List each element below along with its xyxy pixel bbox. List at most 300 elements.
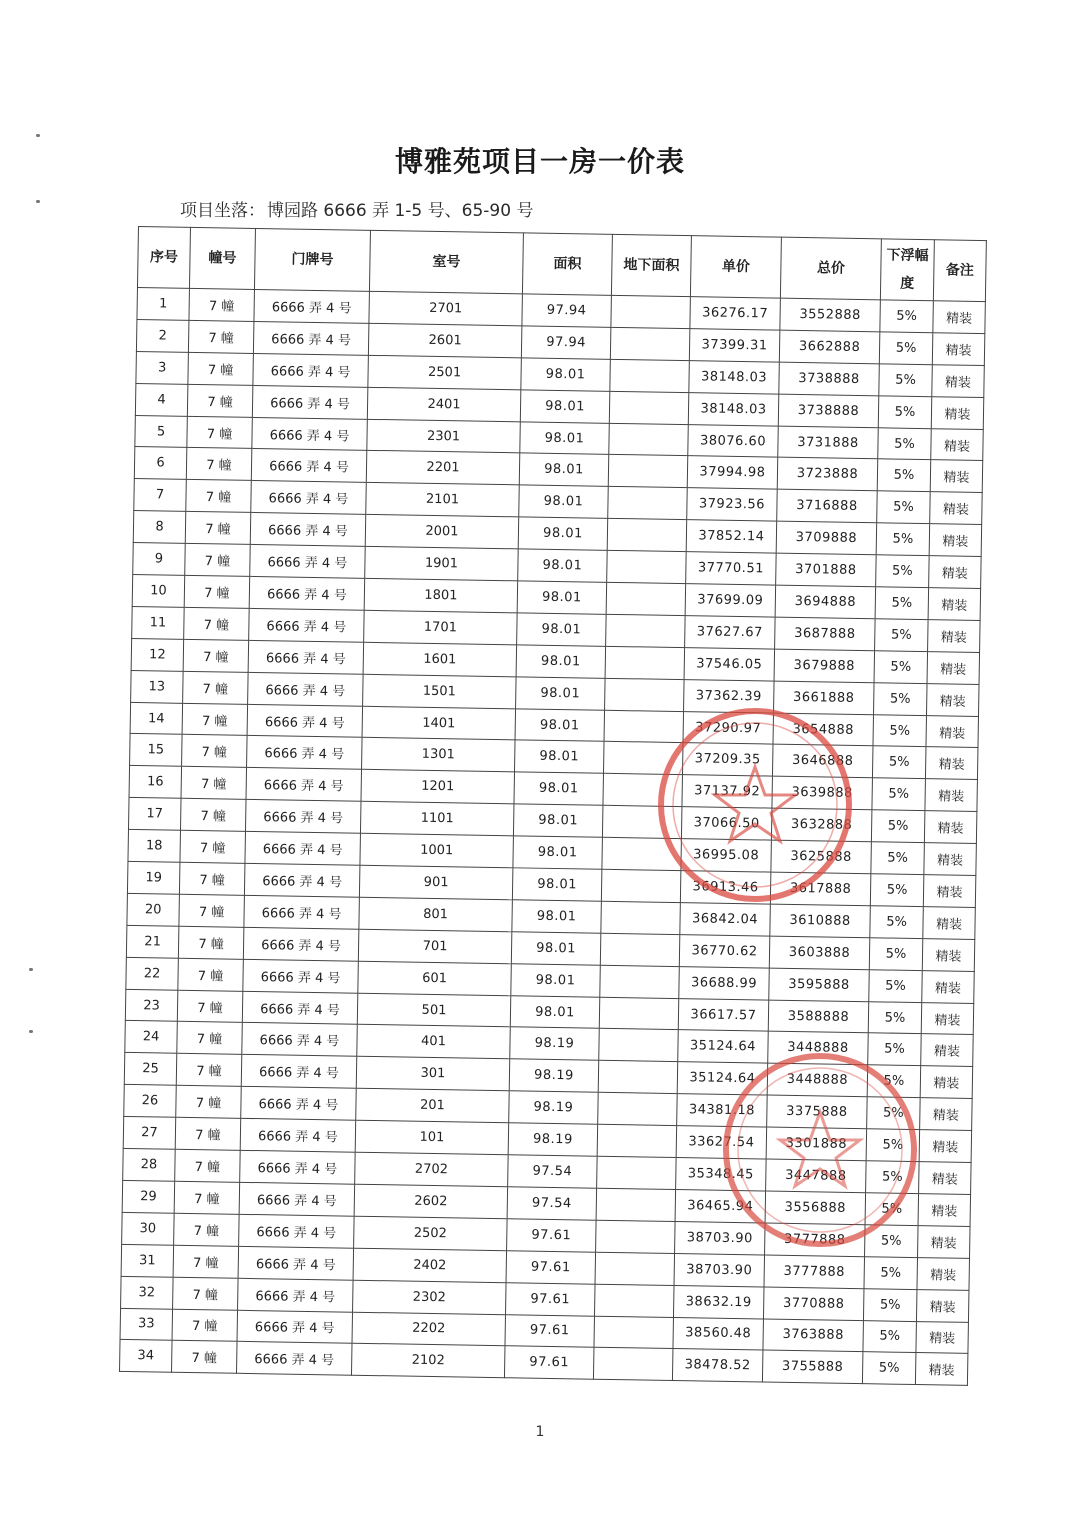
cell-unit-price: 36617.57 bbox=[678, 998, 769, 1031]
cell-unit-price: 37699.09 bbox=[685, 584, 776, 617]
cell-underground-area bbox=[599, 1029, 679, 1062]
cell-discount: 5% bbox=[874, 682, 928, 715]
cell-discount: 5% bbox=[874, 651, 928, 684]
header-area: 面积 bbox=[522, 233, 612, 295]
cell-index: 7 bbox=[134, 479, 187, 512]
cell-building: 7 幢 bbox=[178, 958, 244, 991]
cell-building: 7 幢 bbox=[176, 1054, 242, 1087]
cell-address: 6666 弄 4 号 bbox=[244, 895, 360, 929]
cell-underground-area bbox=[610, 359, 690, 392]
cell-remark: 精装 bbox=[930, 492, 983, 525]
cell-total-price: 3701888 bbox=[776, 553, 877, 587]
cell-remark: 精装 bbox=[923, 907, 976, 940]
cell-discount: 5% bbox=[866, 1129, 920, 1162]
cell-area: 98.19 bbox=[508, 1123, 598, 1156]
cell-room: 901 bbox=[359, 865, 513, 899]
cell-total-price: 3661888 bbox=[774, 681, 875, 715]
cell-building: 7 幢 bbox=[182, 735, 248, 768]
scan-speck bbox=[29, 1030, 33, 1033]
cell-index: 4 bbox=[135, 383, 188, 416]
location-value: 博园路 6666 弄 1-5 号、65-90 号 bbox=[267, 201, 534, 221]
cell-index: 11 bbox=[132, 606, 185, 639]
cell-unit-price: 37362.39 bbox=[684, 679, 775, 712]
cell-total-price: 3687888 bbox=[775, 617, 876, 651]
cell-total-price: 3755888 bbox=[762, 1350, 863, 1384]
cell-discount: 5% bbox=[879, 364, 933, 397]
cell-underground-area bbox=[598, 1093, 678, 1126]
cell-remark: 精装 bbox=[922, 970, 975, 1003]
cell-index: 29 bbox=[122, 1180, 175, 1213]
cell-total-price: 3595888 bbox=[769, 968, 870, 1002]
cell-address: 6666 弄 4 号 bbox=[243, 959, 359, 993]
cell-remark: 精装 bbox=[923, 875, 976, 908]
cell-address: 6666 弄 4 号 bbox=[239, 1182, 355, 1216]
cell-total-price: 3639888 bbox=[772, 776, 873, 810]
cell-discount: 5% bbox=[879, 332, 933, 365]
cell-address: 6666 弄 4 号 bbox=[251, 481, 367, 515]
cell-area: 98.01 bbox=[521, 358, 611, 391]
cell-total-price: 3654888 bbox=[773, 713, 874, 747]
cell-area: 98.01 bbox=[512, 868, 602, 901]
cell-unit-price: 38478.52 bbox=[672, 1349, 763, 1382]
cell-unit-price: 38148.03 bbox=[689, 360, 780, 393]
cell-unit-price: 38703.90 bbox=[675, 1221, 766, 1254]
cell-index: 23 bbox=[125, 989, 178, 1022]
cell-room: 2501 bbox=[368, 355, 522, 389]
cell-index: 25 bbox=[124, 1053, 177, 1086]
cell-address: 6666 弄 4 号 bbox=[242, 991, 358, 1025]
cell-remark: 精装 bbox=[916, 1321, 969, 1354]
cell-remark: 精装 bbox=[920, 1098, 973, 1131]
cell-address: 6666 弄 4 号 bbox=[249, 608, 365, 642]
cell-index: 24 bbox=[125, 1021, 178, 1054]
cell-address: 6666 弄 4 号 bbox=[245, 832, 361, 866]
cell-discount: 5% bbox=[864, 1256, 918, 1289]
cell-discount: 5% bbox=[865, 1225, 919, 1258]
cell-index: 34 bbox=[120, 1340, 173, 1373]
cell-index: 16 bbox=[129, 766, 182, 799]
cell-area: 98.01 bbox=[515, 708, 605, 741]
cell-total-price: 3552888 bbox=[780, 298, 881, 332]
cell-remark: 精装 bbox=[919, 1162, 972, 1195]
cell-total-price: 3770888 bbox=[763, 1287, 864, 1321]
cell-remark: 精装 bbox=[926, 715, 979, 748]
cell-unit-price: 37399.31 bbox=[689, 329, 780, 362]
cell-index: 18 bbox=[128, 830, 181, 863]
cell-building: 7 幢 bbox=[186, 480, 252, 513]
cell-building: 7 幢 bbox=[179, 862, 245, 895]
cell-discount: 5% bbox=[880, 300, 934, 333]
cell-address: 6666 弄 4 号 bbox=[242, 1023, 358, 1057]
cell-index: 2 bbox=[136, 319, 189, 352]
cell-unit-price: 38076.60 bbox=[688, 424, 779, 457]
cell-remark: 精装 bbox=[924, 843, 977, 876]
cell-room: 201 bbox=[356, 1089, 510, 1123]
header-discount: 下浮幅度 bbox=[880, 239, 934, 301]
cell-index: 22 bbox=[126, 957, 179, 990]
cell-total-price: 3738888 bbox=[779, 362, 880, 396]
cell-room: 2702 bbox=[355, 1152, 509, 1186]
cell-unit-price: 33627.54 bbox=[676, 1126, 767, 1159]
cell-area: 98.01 bbox=[520, 390, 610, 423]
location-label: 项目坐落： bbox=[180, 201, 265, 221]
cell-area: 98.01 bbox=[511, 963, 601, 996]
cell-address: 6666 弄 4 号 bbox=[246, 768, 362, 802]
cell-index: 15 bbox=[130, 734, 183, 767]
cell-area: 97.54 bbox=[507, 1187, 597, 1220]
cell-building: 7 幢 bbox=[174, 1213, 240, 1246]
cell-index: 32 bbox=[121, 1276, 174, 1309]
cell-building: 7 幢 bbox=[177, 990, 243, 1023]
cell-underground-area bbox=[595, 1252, 675, 1285]
cell-address: 6666 弄 4 号 bbox=[241, 1087, 357, 1121]
cell-discount: 5% bbox=[867, 1097, 921, 1130]
cell-address: 6666 弄 4 号 bbox=[243, 927, 359, 961]
cell-underground-area bbox=[609, 423, 689, 456]
cell-remark: 精装 bbox=[922, 938, 975, 971]
cell-underground-area bbox=[601, 869, 681, 902]
cell-remark: 精装 bbox=[929, 556, 982, 589]
cell-area: 98.19 bbox=[509, 1059, 599, 1092]
cell-discount: 5% bbox=[870, 906, 924, 939]
cell-building: 7 幢 bbox=[173, 1245, 239, 1278]
cell-remark: 精装 bbox=[921, 1002, 974, 1035]
cell-underground-area bbox=[594, 1284, 674, 1317]
cell-remark: 精装 bbox=[917, 1257, 970, 1290]
cell-remark: 精装 bbox=[920, 1066, 973, 1099]
cell-discount: 5% bbox=[868, 1001, 922, 1034]
cell-unit-price: 36995.08 bbox=[681, 839, 772, 872]
cell-remark: 精装 bbox=[931, 428, 984, 461]
cell-building: 7 幢 bbox=[183, 671, 249, 704]
cell-remark: 精装 bbox=[926, 683, 979, 716]
cell-underground-area bbox=[608, 487, 688, 520]
cell-discount: 5% bbox=[876, 523, 930, 556]
cell-underground-area bbox=[602, 837, 682, 870]
cell-building: 7 幢 bbox=[186, 448, 252, 481]
cell-area: 98.01 bbox=[513, 836, 603, 869]
cell-total-price: 3679888 bbox=[774, 649, 875, 683]
cell-room: 401 bbox=[357, 1025, 511, 1059]
cell-remark: 精装 bbox=[932, 333, 985, 366]
cell-room: 2102 bbox=[351, 1344, 505, 1378]
cell-address: 6666 弄 4 号 bbox=[251, 449, 367, 483]
cell-unit-price: 37770.51 bbox=[686, 552, 777, 585]
cell-room: 1101 bbox=[360, 802, 514, 836]
cell-underground-area bbox=[599, 997, 679, 1030]
cell-room: 2401 bbox=[367, 387, 521, 421]
cell-total-price: 3617888 bbox=[770, 872, 871, 906]
cell-underground-area bbox=[601, 901, 681, 934]
header-index: 序号 bbox=[137, 227, 190, 289]
cell-unit-price: 35124.64 bbox=[677, 1062, 768, 1095]
cell-building: 7 幢 bbox=[172, 1309, 238, 1342]
cell-underground-area bbox=[605, 646, 685, 679]
cell-remark: 精装 bbox=[929, 524, 982, 557]
cell-remark: 精装 bbox=[932, 364, 985, 397]
cell-room: 1701 bbox=[364, 610, 518, 644]
cell-address: 6666 弄 4 号 bbox=[241, 1055, 357, 1089]
cell-address: 6666 弄 4 号 bbox=[245, 800, 361, 834]
cell-total-price: 3556888 bbox=[765, 1191, 866, 1225]
cell-room: 2601 bbox=[368, 323, 522, 357]
cell-address: 6666 弄 4 号 bbox=[247, 704, 363, 738]
cell-underground-area bbox=[604, 710, 684, 743]
cell-total-price: 3588888 bbox=[768, 1000, 869, 1034]
cell-unit-price: 38148.03 bbox=[688, 392, 779, 425]
cell-room: 2602 bbox=[354, 1184, 508, 1218]
cell-total-price: 3738888 bbox=[778, 394, 879, 428]
cell-address: 6666 弄 4 号 bbox=[253, 353, 369, 387]
cell-building: 7 幢 bbox=[184, 575, 250, 608]
project-location bbox=[180, 196, 533, 221]
cell-underground-area bbox=[594, 1316, 674, 1349]
cell-total-price: 3662888 bbox=[779, 330, 880, 364]
cell-building: 7 幢 bbox=[173, 1277, 239, 1310]
cell-underground-area bbox=[598, 1061, 678, 1094]
cell-total-price: 3301888 bbox=[766, 1127, 867, 1161]
cell-building: 7 幢 bbox=[187, 384, 253, 417]
cell-building: 7 幢 bbox=[188, 320, 254, 353]
cell-building: 7 幢 bbox=[178, 926, 244, 959]
cell-unit-price: 36465.94 bbox=[675, 1189, 766, 1222]
cell-room: 2101 bbox=[366, 483, 520, 517]
cell-building: 7 幢 bbox=[189, 288, 255, 321]
cell-total-price: 3603888 bbox=[769, 936, 870, 970]
cell-index: 9 bbox=[133, 543, 186, 576]
price-table bbox=[119, 226, 987, 1386]
cell-unit-price: 37290.97 bbox=[683, 711, 774, 744]
cell-room: 2701 bbox=[369, 291, 523, 325]
cell-discount: 5% bbox=[878, 395, 932, 428]
cell-underground-area bbox=[611, 295, 691, 328]
cell-building: 7 幢 bbox=[184, 607, 250, 640]
page-number: 1 bbox=[535, 1424, 545, 1440]
cell-area: 97.54 bbox=[508, 1155, 598, 1188]
cell-building: 7 幢 bbox=[179, 894, 245, 927]
cell-remark: 精装 bbox=[933, 301, 986, 334]
cell-index: 28 bbox=[123, 1148, 176, 1181]
scan-speck bbox=[29, 968, 33, 971]
cell-building: 7 幢 bbox=[180, 799, 246, 832]
cell-underground-area bbox=[600, 933, 680, 966]
cell-unit-price: 38560.48 bbox=[673, 1317, 764, 1350]
cell-total-price: 3632888 bbox=[771, 808, 872, 842]
cell-index: 17 bbox=[128, 798, 181, 831]
cell-underground-area bbox=[596, 1188, 676, 1221]
cell-discount: 5% bbox=[869, 969, 923, 1002]
cell-address: 6666 弄 4 号 bbox=[247, 736, 363, 770]
cell-building: 7 幢 bbox=[183, 639, 249, 672]
cell-address: 6666 弄 4 号 bbox=[249, 576, 365, 610]
cell-remark: 精装 bbox=[918, 1194, 971, 1227]
cell-room: 1001 bbox=[360, 833, 514, 867]
cell-discount: 5% bbox=[870, 874, 924, 907]
cell-room: 701 bbox=[358, 929, 512, 963]
cell-underground-area bbox=[593, 1348, 673, 1381]
cell-total-price: 3448888 bbox=[767, 1063, 868, 1097]
cell-unit-price: 36688.99 bbox=[679, 966, 770, 999]
header-underground-area: 地下面积 bbox=[611, 234, 691, 296]
cell-index: 31 bbox=[121, 1244, 174, 1277]
cell-underground-area bbox=[597, 1156, 677, 1189]
cell-discount: 5% bbox=[867, 1065, 921, 1098]
cell-address: 6666 弄 4 号 bbox=[244, 863, 360, 897]
cell-area: 98.01 bbox=[514, 740, 604, 773]
cell-area: 98.01 bbox=[518, 517, 608, 550]
cell-area: 97.61 bbox=[505, 1314, 595, 1347]
cell-address: 6666 弄 4 号 bbox=[248, 640, 364, 674]
cell-unit-price: 37066.50 bbox=[681, 807, 772, 840]
cell-unit-price: 37994.98 bbox=[687, 456, 778, 489]
cell-unit-price: 36913.46 bbox=[680, 871, 771, 904]
cell-room: 801 bbox=[359, 897, 513, 931]
cell-building: 7 幢 bbox=[177, 1022, 243, 1055]
cell-index: 33 bbox=[120, 1308, 173, 1341]
cell-discount: 5% bbox=[871, 842, 925, 875]
cell-area: 97.61 bbox=[507, 1219, 597, 1252]
cell-index: 27 bbox=[123, 1117, 176, 1150]
cell-building: 7 幢 bbox=[187, 416, 253, 449]
cell-underground-area bbox=[606, 614, 686, 647]
cell-address: 6666 弄 4 号 bbox=[254, 289, 370, 323]
cell-room: 2301 bbox=[367, 419, 521, 453]
cell-address: 6666 弄 4 号 bbox=[236, 1342, 352, 1376]
cell-remark: 精装 bbox=[925, 779, 978, 812]
cell-underground-area bbox=[607, 550, 687, 583]
cell-building: 7 幢 bbox=[180, 830, 246, 863]
cell-unit-price: 37137.92 bbox=[682, 775, 773, 808]
header-remark: 备注 bbox=[933, 240, 986, 302]
cell-underground-area bbox=[605, 678, 685, 711]
cell-underground-area bbox=[607, 519, 687, 552]
cell-building: 7 幢 bbox=[185, 512, 251, 545]
cell-index: 10 bbox=[132, 574, 185, 607]
cell-building: 7 幢 bbox=[175, 1117, 241, 1150]
cell-remark: 精装 bbox=[930, 460, 983, 493]
cell-area: 98.01 bbox=[516, 645, 606, 678]
cell-index: 21 bbox=[126, 925, 179, 958]
cell-remark: 精装 bbox=[921, 1034, 974, 1067]
cell-discount: 5% bbox=[871, 810, 925, 843]
cell-remark: 精装 bbox=[931, 396, 984, 429]
cell-room: 1501 bbox=[363, 674, 517, 708]
cell-building: 7 幢 bbox=[171, 1341, 237, 1374]
cell-area: 97.61 bbox=[506, 1282, 596, 1315]
cell-unit-price: 38632.19 bbox=[673, 1285, 764, 1318]
cell-area: 97.94 bbox=[521, 326, 611, 359]
cell-remark: 精装 bbox=[927, 651, 980, 684]
cell-address: 6666 弄 4 号 bbox=[248, 672, 364, 706]
cell-building: 7 幢 bbox=[182, 703, 248, 736]
cell-underground-area bbox=[597, 1124, 677, 1157]
header-total-price: 总价 bbox=[780, 237, 881, 300]
cell-discount: 5% bbox=[865, 1193, 919, 1226]
cell-room: 2302 bbox=[353, 1280, 507, 1314]
cell-unit-price: 36770.62 bbox=[679, 934, 770, 967]
cell-room: 101 bbox=[355, 1120, 509, 1154]
cell-area: 98.01 bbox=[517, 613, 607, 646]
cell-building: 7 幢 bbox=[185, 543, 251, 576]
cell-total-price: 3625888 bbox=[771, 840, 872, 874]
cell-building: 7 幢 bbox=[174, 1181, 240, 1214]
cell-remark: 精装 bbox=[916, 1289, 969, 1322]
cell-total-price: 3610888 bbox=[770, 904, 871, 938]
cell-underground-area bbox=[610, 327, 690, 360]
cell-building: 7 幢 bbox=[176, 1086, 242, 1119]
cell-remark: 精装 bbox=[924, 811, 977, 844]
cell-area: 98.01 bbox=[519, 453, 609, 486]
cell-index: 30 bbox=[122, 1212, 175, 1245]
cell-area: 98.19 bbox=[510, 1027, 600, 1060]
cell-discount: 5% bbox=[875, 619, 929, 652]
cell-total-price: 3447888 bbox=[766, 1159, 867, 1193]
cell-unit-price: 37546.05 bbox=[684, 647, 775, 680]
cell-discount: 5% bbox=[873, 714, 927, 747]
cell-discount: 5% bbox=[877, 459, 931, 492]
cell-unit-price: 37627.67 bbox=[685, 616, 776, 649]
cell-building: 7 幢 bbox=[175, 1149, 241, 1182]
cell-address: 6666 弄 4 号 bbox=[252, 385, 368, 419]
cell-address: 6666 弄 4 号 bbox=[239, 1214, 355, 1248]
cell-room: 601 bbox=[358, 961, 512, 995]
cell-remark: 精装 bbox=[918, 1225, 971, 1258]
cell-room: 1401 bbox=[362, 706, 516, 740]
cell-address: 6666 弄 4 号 bbox=[252, 417, 368, 451]
cell-area: 98.01 bbox=[510, 995, 600, 1028]
cell-total-price: 3723888 bbox=[777, 458, 878, 492]
cell-remark: 精装 bbox=[919, 1130, 972, 1163]
cell-room: 1901 bbox=[365, 546, 519, 580]
cell-room: 1601 bbox=[363, 642, 517, 676]
cell-index: 14 bbox=[130, 702, 183, 735]
cell-total-price: 3709888 bbox=[776, 521, 877, 555]
cell-area: 98.01 bbox=[512, 900, 602, 933]
cell-address: 6666 弄 4 号 bbox=[240, 1118, 356, 1152]
cell-discount: 5% bbox=[863, 1320, 917, 1353]
cell-total-price: 3448888 bbox=[768, 1032, 869, 1066]
cell-total-price: 3694888 bbox=[775, 585, 876, 619]
cell-area: 98.01 bbox=[519, 485, 609, 518]
cell-address: 6666 弄 4 号 bbox=[250, 513, 366, 547]
cell-discount: 5% bbox=[863, 1288, 917, 1321]
cell-remark: 精装 bbox=[928, 588, 981, 621]
cell-area: 98.01 bbox=[520, 421, 610, 454]
cell-index: 20 bbox=[127, 893, 180, 926]
cell-discount: 5% bbox=[875, 587, 929, 620]
cell-area: 97.61 bbox=[504, 1346, 594, 1379]
cell-unit-price: 38703.90 bbox=[674, 1253, 765, 1286]
cell-remark: 精装 bbox=[925, 747, 978, 780]
cell-room: 1801 bbox=[364, 578, 518, 612]
cell-room: 2001 bbox=[365, 515, 519, 549]
cell-total-price: 3716888 bbox=[777, 489, 878, 523]
cell-discount: 5% bbox=[869, 938, 923, 971]
cell-address: 6666 弄 4 号 bbox=[253, 321, 369, 355]
cell-total-price: 3731888 bbox=[778, 426, 879, 460]
cell-index: 26 bbox=[124, 1085, 177, 1118]
cell-room: 2402 bbox=[353, 1248, 507, 1282]
cell-discount: 5% bbox=[868, 1033, 922, 1066]
cell-room: 501 bbox=[357, 993, 511, 1027]
cell-address: 6666 弄 4 号 bbox=[238, 1246, 354, 1280]
cell-unit-price: 34381.18 bbox=[677, 1094, 768, 1127]
cell-underground-area bbox=[600, 965, 680, 998]
cell-unit-price: 35348.45 bbox=[676, 1158, 767, 1191]
document-title: 博雅苑项目一房一价表 bbox=[394, 145, 685, 178]
cell-room: 2201 bbox=[366, 451, 520, 485]
cell-building: 7 幢 bbox=[188, 352, 254, 385]
